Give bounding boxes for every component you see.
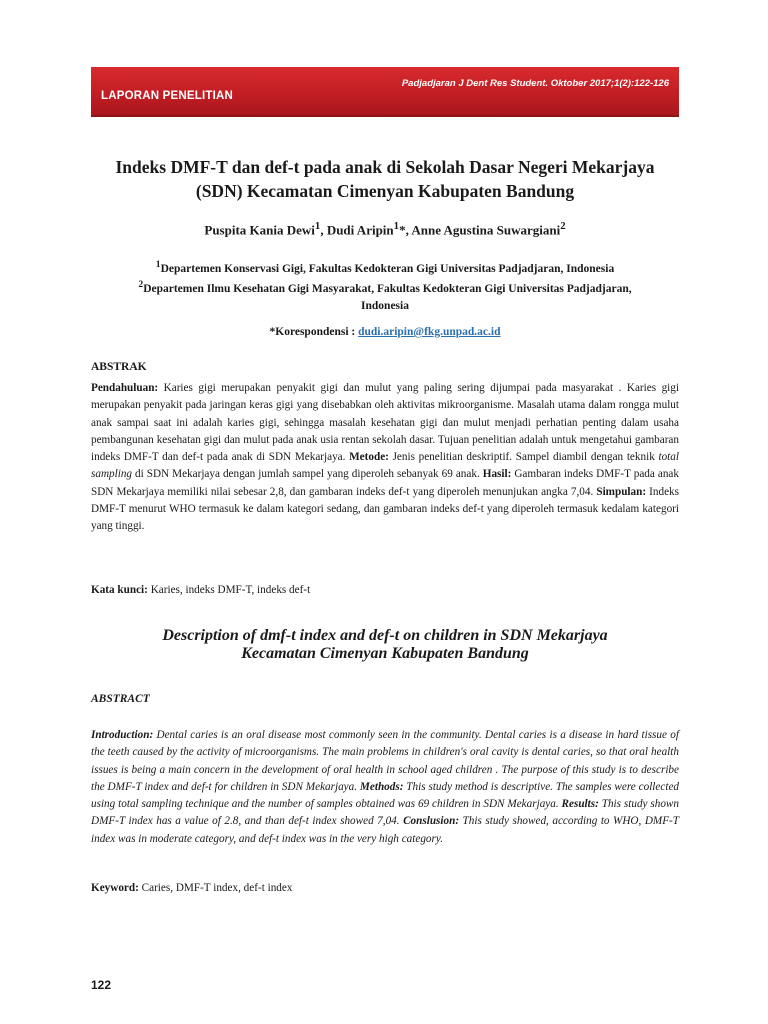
introduction-text: Dental caries is an oral disease most commonly seen in the community. Dental caries is a disease in hard tissue of the teeth caused by the activity of microorganisms. The main problems in children's oral cavity is dental caries, so that oral health issues is being a main concern in the development of oral health in school aged children . The purpose of this study is to describe the DMF-T index and def-t for children in SDN Mekarjaya. xyxy=(91,729,679,793)
journal-citation: Padjadjaran J Dent Res Student. Oktober 2017;1(2):122-126 xyxy=(401,78,669,89)
hasil-text: Gambaran indeks DMF-T pada anak SDN Mekarjaya memiliki nilai sebesar 2,8, dan gambaran indeks def-t yang diperoleh menunjukan angka 7,04. xyxy=(91,468,679,498)
author-name: Anne Agustina Suwargiani xyxy=(411,222,561,238)
results-label: Results: xyxy=(561,798,599,811)
author-name: Puspita Kania Dewi xyxy=(204,222,315,238)
correspondence xyxy=(91,326,679,338)
affiliation-text: Departemen Konservasi Gigi, Fakultas Kedokteran Gigi Universitas Padjadjaran, Indonesia xyxy=(160,262,615,275)
paper-title xyxy=(91,155,679,203)
paper-title-line2: (SDN) Kecamatan Cimenyan Kabupaten Bandung xyxy=(195,181,575,201)
paper-title-line1: Indeks DMF-T dan def-t pada anak di Sekolah Dasar Negeri Mekarjaya xyxy=(115,157,655,177)
affiliation-number: 1 xyxy=(155,259,161,270)
correspondence-email-link[interactable]: dudi.aripin@fkg.unpad.ac.id xyxy=(358,326,501,338)
affiliation-number: 2 xyxy=(138,279,144,291)
section-label: LAPORAN PENELITIAN xyxy=(101,90,234,102)
english-title-line1: Description of dmf-t index and def-t on children in SDN Mekarjaya xyxy=(162,627,608,644)
metode-label: Metode: xyxy=(349,451,389,464)
conclusion-text: This study showed, according to WHO, DMF-T index was in moderate category, and def-t index was in the very high category. xyxy=(91,815,680,845)
affiliation-text: Departemen Ilmu Kesehatan Gigi Masyarakat, Fakultas Kedokteran Gigi Universitas Padjadjaran, xyxy=(143,283,632,296)
results-text: This study shown DMF-T index has a value of 2.8, and than def-t index showed 7,04. xyxy=(91,798,679,828)
kata-kunci-text: Karies, indeks DMF-T, indeks def-t xyxy=(147,584,311,596)
english-title-line2: Kecamatan Cimenyan Kabupaten Bandung xyxy=(241,645,529,662)
simpulan-label: Simpulan: xyxy=(596,485,647,498)
author-separator: , xyxy=(320,222,327,238)
keywords-label: Keyword: xyxy=(91,882,139,894)
affiliations xyxy=(91,257,679,314)
author-affiliation-marker: 2 xyxy=(560,220,566,232)
keywords-text: Caries, DMF-T index, def-t index xyxy=(138,882,293,894)
introduction-label: Introduction: xyxy=(91,729,154,741)
journal-header-banner xyxy=(91,67,679,115)
kata-kunci-label: Kata kunci: xyxy=(91,584,148,596)
author-separator: , xyxy=(405,222,412,238)
kata-kunci xyxy=(91,584,679,596)
author-affiliation-marker: 1 xyxy=(314,220,321,232)
abstrak-heading: ABSTRAK xyxy=(91,361,147,373)
methods-label: Methods: xyxy=(359,780,404,793)
affiliation-text-cont: Indonesia xyxy=(361,299,409,312)
conclusion-label: Conslusion: xyxy=(403,815,460,828)
abstrak-body xyxy=(91,380,679,536)
author-list xyxy=(91,220,679,238)
author-name: Dudi Aripin xyxy=(326,222,394,238)
metode-italic-term: total sampling xyxy=(91,451,679,481)
affiliation-1 xyxy=(91,257,679,277)
methods-text: This study method is descriptive. The samples were collected using total sampling technique and the number of samples obtained was 69 children in SDN Mekarjaya. xyxy=(91,780,680,811)
simpulan-text: Indeks DMF-T menurut WHO termasuk ke dalam kategori sedang, dan gambaran indeks def-t yang diperoleh termasuk kedalam kategori yang tinggi. xyxy=(91,485,679,533)
page-number: 122 xyxy=(91,978,112,992)
metode-text: Jenis penelitian deskriptif. Sampel diambil dengan teknik xyxy=(388,451,659,464)
hasil-label: Hasil: xyxy=(482,468,512,481)
author-affiliation-marker: 1 xyxy=(393,220,400,232)
pendahuluan-label: Pendahuluan: xyxy=(91,382,159,394)
keywords xyxy=(91,882,679,894)
correspondence-label: *Korespondensi : xyxy=(269,326,359,338)
affiliation-2 xyxy=(91,277,679,314)
metode-text-cont: di SDN Mekarjaya dengan jumlah sampel yang diperoleh sebanyak 69 anak. xyxy=(132,468,483,481)
english-title xyxy=(91,627,679,663)
abstract-body xyxy=(91,727,679,848)
pendahuluan-text: Karies gigi merupakan penyakit gigi dan mulut yang paling sering dijumpai pada masyarakat . Karies gigi merupakan penyakit pada jaringan keras gigi yang disebabkan oleh aktivitas mikroorganisme. Masalah utama dalam rongga mulut anak sampai saat ini adalah karies gigi, sehingga masalah kesehatan gigi dan mulut menjadi perhatian penting dalam usaha pembangunan kesehatan gigi dan mulut pada anak usia rentan sekolah dasar. Tujuan penelitian adalah untuk mengetahui gambaran indeks DMF-T dan def-t pada anak di SDN Mekarjaya. xyxy=(91,382,679,464)
abstract-heading: ABSTRACT xyxy=(91,693,150,705)
corresponding-author-mark: * xyxy=(399,222,406,238)
